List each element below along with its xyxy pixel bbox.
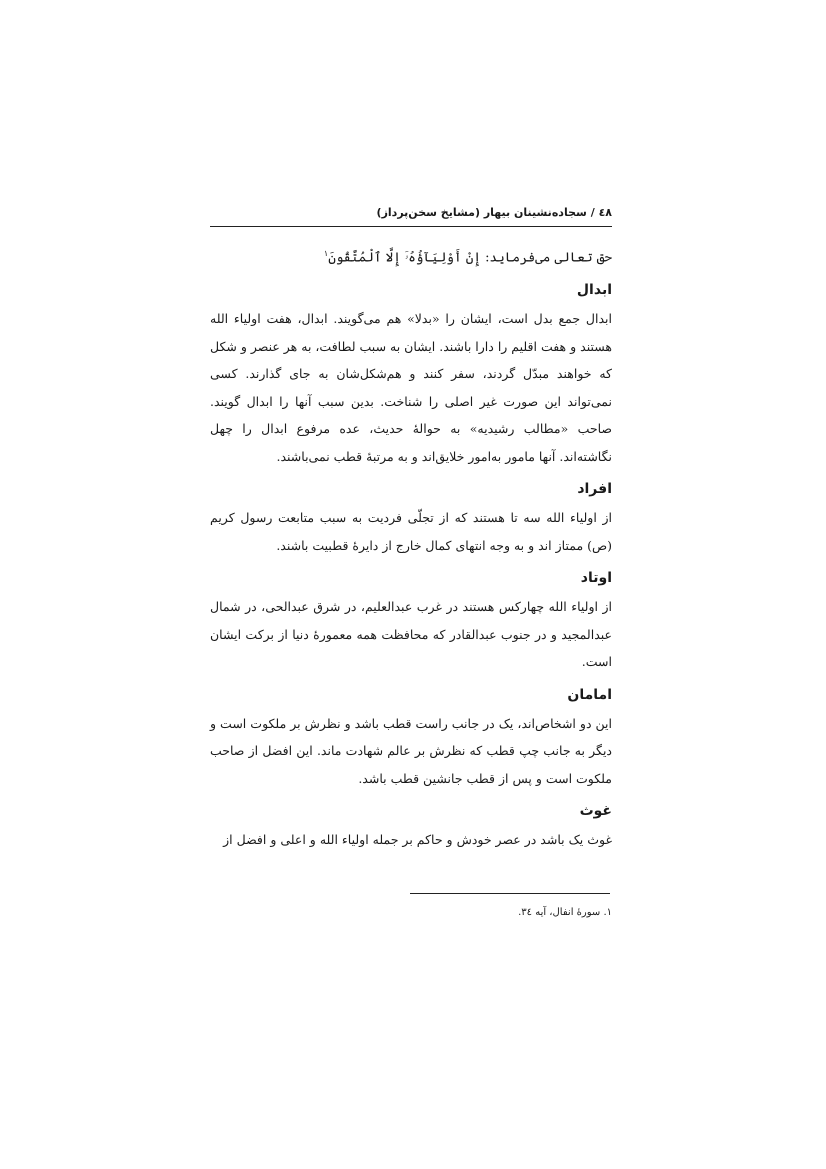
section-heading-imaman: امامان	[567, 686, 612, 703]
section-body-imaman: این دو اشخاص‌اند، یک در جانب راست قطب باشد و نظرش بر ملکوت است و دیگر به جانب چپ قطب که نظرش بر عالم شهادت ماند. این افضل از صاحب ملکوت است و پس از قطب جانشین قطب باشد.	[210, 715, 612, 786]
header-separator: /	[590, 206, 595, 219]
page-content	[210, 200, 612, 854]
page-number: ٤٨	[598, 206, 612, 219]
section-heading-afrad: افراد	[577, 481, 612, 498]
book-title: سجاده‌نشینان بیهار (مشایخ سخن‌پرداز)	[376, 206, 587, 219]
section-heading-abdal: ابدال	[576, 282, 612, 299]
verse-text: حق تعالی می‌فرماید: إِنْ أَوْلِیَآؤُهُۥٓ إِلَّا ٱلْمُتَّقُونَ	[328, 250, 612, 266]
section-body-afrad: از اولیاء الله سه تا هستند که از تجلّی فردیت به سبب متابعت رسول کریم (ص) ممتاز اند و به وجه انتهای کمال خارج از دایرهٔ قطبیت باشند.	[210, 510, 612, 553]
running-header	[210, 200, 612, 227]
section-heading-awtad: اوتاد	[580, 570, 612, 587]
verse-line	[210, 241, 612, 271]
footnote-mark: ١	[323, 249, 329, 258]
footnote: ١. سورهٔ انفال، آیه ٣٤.	[518, 907, 612, 918]
section-heading-ghawth: غوث	[579, 803, 612, 820]
section-body-ghawth: غوث یک باشد در عصر خودش و حاکم بر جمله اولیاء الله و اعلی و افضل از	[223, 832, 612, 848]
section-body-abdal: ابدال جمع بدل است، ایشان را «بدلا» هم می‌گویند. ابدال، هفت اولیاء الله هستند و هفت اقلیم را دارا باشند. ایشان به سبب لطافت، به هر عنصر و شکل که خواهند مبدّل گردند، سفر کنند و هم‌شکل‌شان به جای گذارند. کسی نمی‌تواند این صورت غیر اصلی را شناخت. بدین سبب آنها را ابدال گویند. صاحب «مطالب رشیدیه» به حوالهٔ حدیث، عده مرفوع ابدال را چهل نگاشته‌اند. آنها مامور به‌امور خلایق‌اند و به مرتبهٔ قطب نمی‌باشند.	[210, 311, 612, 464]
section-body-awtad: از اولیاء الله چهارکس هستند در غرب عبدالعلیم، در شرق عبدالحی، در شمال عبدالمجید و در جنوب عبدالقادر که محافظت همه معمورهٔ دنیا از برکت ایشان است.	[210, 599, 612, 670]
footnote-divider	[410, 893, 610, 894]
